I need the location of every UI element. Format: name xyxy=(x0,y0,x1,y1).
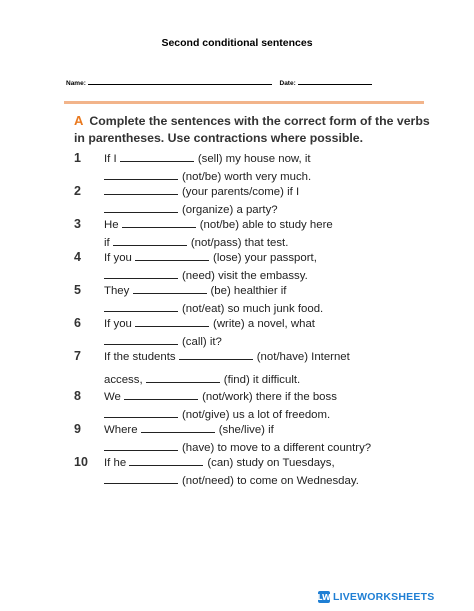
item-number: 2 xyxy=(74,184,81,198)
name-input-line[interactable] xyxy=(88,79,272,85)
item-text: (not/need) to come on Wednesday. xyxy=(182,474,359,487)
item-text: If the students xyxy=(104,351,176,363)
answer-blank[interactable] xyxy=(120,150,194,162)
answer-blank[interactable] xyxy=(104,406,178,418)
item-text: (your parents/come) if I xyxy=(182,186,300,198)
item-text: Where xyxy=(104,424,138,436)
item-text: access, xyxy=(104,373,143,386)
answer-blank[interactable] xyxy=(104,201,178,213)
answer-blank[interactable] xyxy=(104,168,178,180)
item-text: (call) it? xyxy=(182,335,222,348)
item-number: 9 xyxy=(74,422,81,436)
item-text: if xyxy=(104,236,110,249)
answer-blank[interactable] xyxy=(104,333,178,345)
item-text: (not/give) us a lot of freedom. xyxy=(182,408,331,421)
item-text: (not/work) there if the boss xyxy=(202,391,337,403)
answer-blank[interactable] xyxy=(124,388,198,400)
list-item xyxy=(74,183,434,216)
item-text: (sell) my house now, it xyxy=(197,153,311,165)
answer-blank[interactable] xyxy=(133,282,207,294)
liveworksheets-logo-icon: LW xyxy=(317,592,331,602)
answer-blank[interactable] xyxy=(146,371,220,383)
section-divider xyxy=(64,101,424,104)
item-text: (not/eat) so much junk food. xyxy=(182,302,324,315)
answer-blank[interactable] xyxy=(104,472,178,484)
answer-blank[interactable] xyxy=(135,315,209,327)
item-text: (not/be) worth very much. xyxy=(182,170,312,183)
item-text: (write) a novel, what xyxy=(213,318,315,330)
answer-blank[interactable] xyxy=(122,216,196,228)
answer-blank[interactable] xyxy=(135,249,209,261)
item-text: (be) healthier if xyxy=(210,285,287,297)
list-item xyxy=(74,454,434,487)
item-number: 7 xyxy=(74,349,81,363)
item-number: 1 xyxy=(74,151,81,165)
item-text: (lose) your passport, xyxy=(213,252,317,264)
answer-blank[interactable] xyxy=(129,454,203,466)
item-number: 6 xyxy=(74,316,81,330)
item-number: 10 xyxy=(74,455,88,469)
list-item xyxy=(74,249,434,282)
item-text: He xyxy=(104,219,119,231)
item-text: They xyxy=(104,285,130,297)
answer-blank[interactable] xyxy=(104,439,178,451)
item-number: 8 xyxy=(74,389,81,403)
date-input-line[interactable] xyxy=(298,79,372,85)
item-text: (find) it difficult. xyxy=(223,373,301,386)
item-text: If he xyxy=(104,457,127,469)
item-text: (organize) a party? xyxy=(182,203,278,216)
item-text: (need) visit the embassy. xyxy=(182,269,308,282)
item-text: If I xyxy=(104,153,117,165)
list-item xyxy=(74,388,434,421)
item-number: 3 xyxy=(74,217,81,231)
item-text: (have) to move to a different country? xyxy=(182,441,372,454)
instruction-text: Complete the sentences with the correct form of the verbs in parentheses. Use contractions where possible. xyxy=(74,114,430,145)
list-item xyxy=(74,421,434,454)
answer-blank[interactable] xyxy=(104,300,178,312)
exercise-letter: A xyxy=(74,113,84,128)
answer-blank[interactable] xyxy=(104,267,178,279)
answer-blank[interactable] xyxy=(179,348,253,360)
list-item xyxy=(74,315,434,348)
answer-blank[interactable] xyxy=(141,421,215,433)
list-item xyxy=(74,348,434,388)
item-text: (can) study on Tuesdays, xyxy=(207,457,335,469)
exercise-items xyxy=(74,150,434,487)
date-label: Date: xyxy=(279,80,296,87)
logo-text: LIVEWORKSHEETS xyxy=(333,591,435,603)
item-text: If you xyxy=(104,318,132,330)
name-label: Name: xyxy=(66,80,86,87)
liveworksheets-logo xyxy=(318,590,434,604)
answer-blank[interactable] xyxy=(113,234,187,246)
item-text: If you xyxy=(104,252,132,264)
item-text: (not/be) able to study here xyxy=(199,219,333,231)
exercise-instruction xyxy=(74,112,434,147)
item-number: 4 xyxy=(74,250,81,264)
item-text: (she/live) if xyxy=(218,424,274,436)
item-number: 5 xyxy=(74,283,81,297)
item-text: We xyxy=(104,391,121,403)
page-title: Second conditional sentences xyxy=(161,37,313,49)
item-text: (not/have) Internet xyxy=(256,351,350,363)
list-item xyxy=(74,216,434,249)
list-item xyxy=(74,150,434,183)
name-date-row xyxy=(66,79,372,87)
item-text: (not/pass) that test. xyxy=(190,236,289,249)
list-item xyxy=(74,282,434,315)
answer-blank[interactable] xyxy=(104,183,178,195)
